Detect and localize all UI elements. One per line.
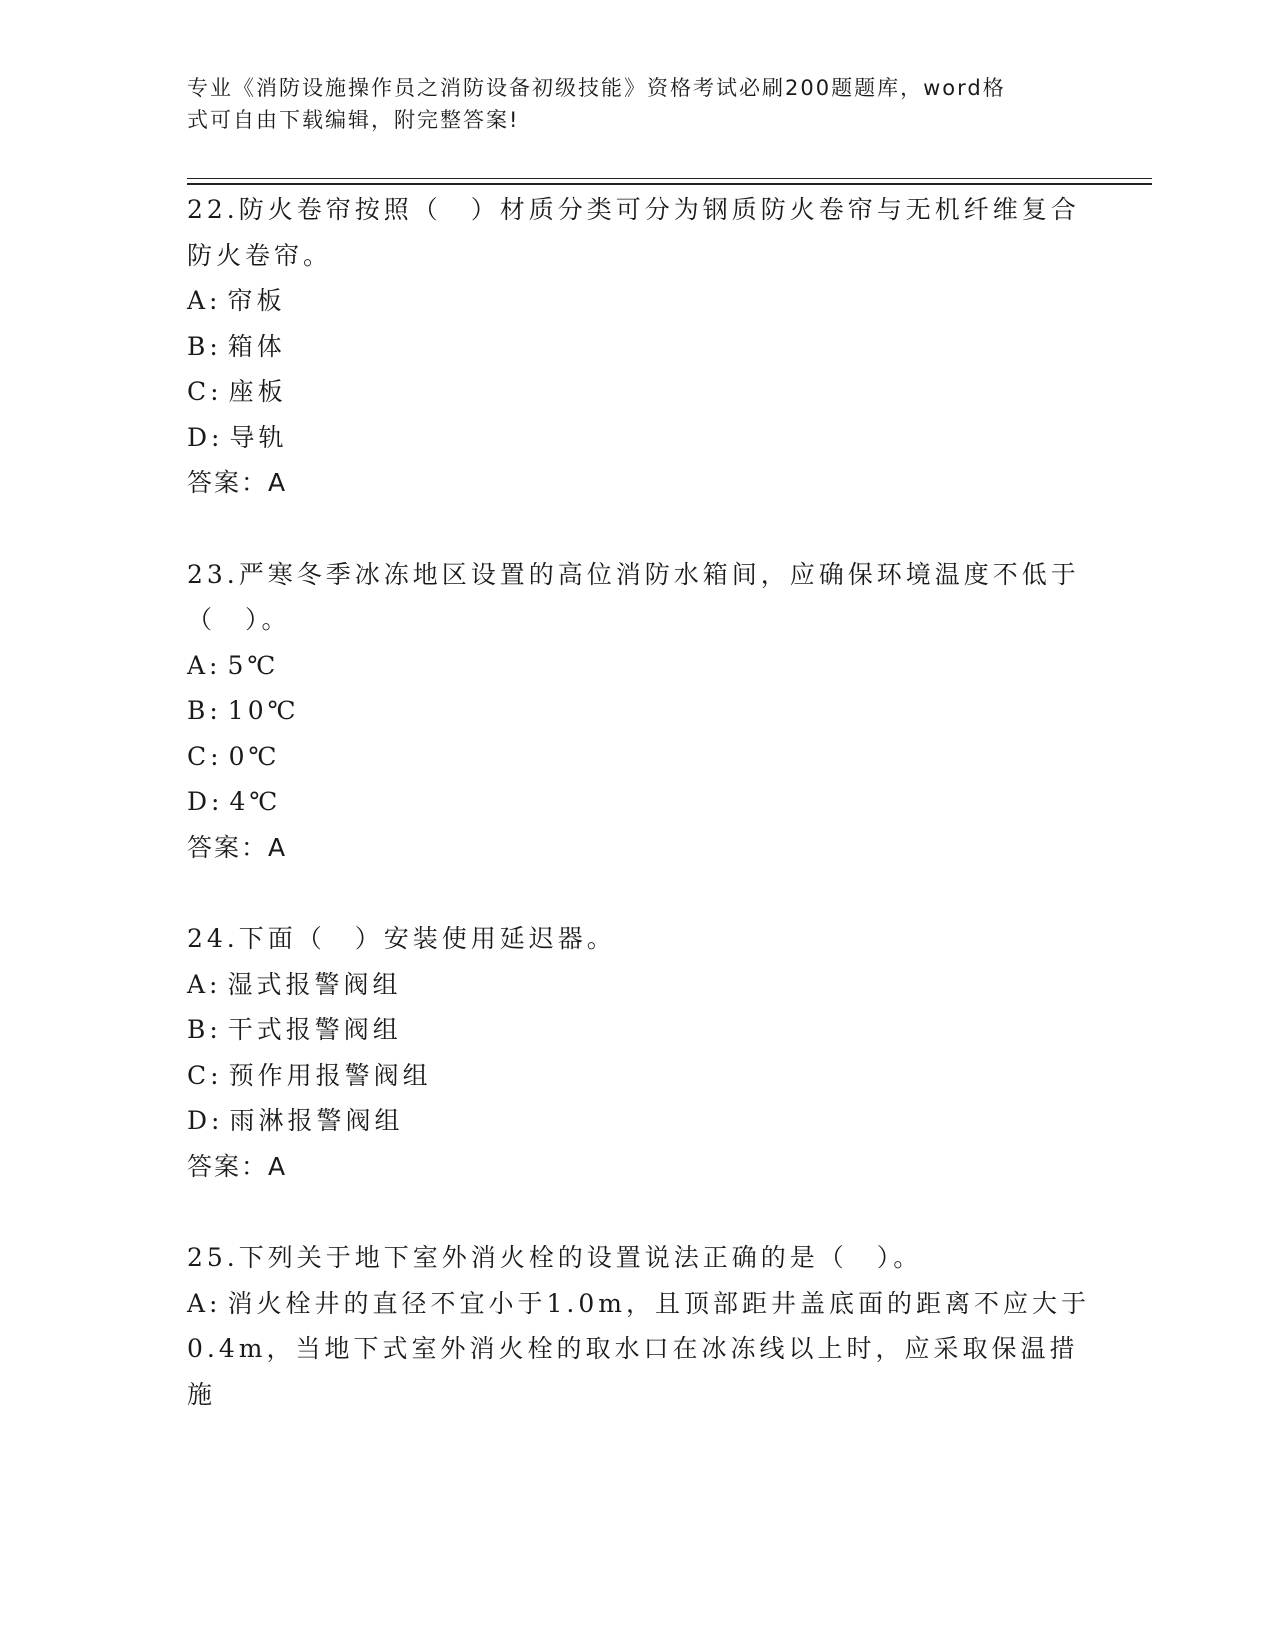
answer-line: 答案：A	[187, 468, 288, 497]
option-letter: C:	[187, 1060, 223, 1090]
option-text: 施	[187, 1379, 217, 1409]
header-line-1: 专业《消防设施操作员之消防设备初级技能》资格考试必刷200题题库，word格	[187, 76, 1006, 100]
question-24	[187, 916, 1087, 1189]
question-stem-continued: 防火卷帘。	[187, 240, 333, 270]
option-b	[187, 1007, 1087, 1053]
header-line-2: 式可自由下载编辑，附完整答案!	[187, 108, 520, 132]
question-stem-continued: （ ）。	[187, 605, 291, 634]
option-d	[187, 1098, 1087, 1144]
option-c	[187, 369, 1087, 415]
question-stem: 22.防火卷帘按照（ ）材质分类可分为钢质防火卷帘与无机纤维复合	[187, 195, 1080, 224]
option-letter: B:	[187, 696, 222, 725]
question-list	[187, 187, 1090, 1463]
question-stem: 23.严寒冬季冰冻地区设置的高位消防水箱间，应确保环境温度不低于	[187, 559, 1080, 589]
option-letter: C:	[187, 377, 223, 406]
option-letter: A:	[187, 1288, 222, 1318]
question-stem: 24.下面（ ）安装使用延迟器。	[187, 924, 616, 953]
option-text: 预作用报警阀组	[228, 1060, 432, 1090]
option-letter: A:	[187, 286, 222, 315]
option-text: 10℃	[227, 696, 300, 725]
option-d	[187, 415, 1087, 461]
option-a	[187, 278, 1087, 324]
option-letter: A:	[187, 969, 222, 999]
option-d	[187, 779, 1087, 825]
option-text: 0℃	[228, 741, 281, 771]
option-text: 帘板	[227, 286, 286, 315]
question-23	[187, 552, 1087, 871]
option-text: 5℃	[227, 650, 280, 680]
option-text: 导轨	[229, 422, 288, 452]
question-25	[187, 1235, 1090, 1417]
question-22	[187, 187, 1087, 506]
option-c	[187, 734, 1087, 780]
option-letter: D:	[187, 1106, 224, 1135]
option-text: 消火栓井的直径不宜小于1.0m，且顶部距井盖底面的距离不应大于	[227, 1288, 1090, 1318]
option-b	[187, 324, 1087, 370]
answer-line: 答案：A	[187, 1151, 288, 1181]
answer-line: 答案：A	[187, 832, 288, 862]
option-a-continued	[187, 1372, 1087, 1418]
option-text: 箱体	[227, 331, 286, 361]
header-divider-thin	[187, 178, 1152, 179]
option-c	[187, 1053, 1087, 1099]
option-text: 湿式报警阀组	[227, 969, 402, 999]
option-text: 干式报警阀组	[227, 1015, 402, 1044]
option-letter: B:	[187, 1015, 222, 1044]
header-divider-thick	[187, 183, 1152, 185]
option-a	[187, 1281, 1090, 1327]
option-letter: B:	[187, 331, 222, 361]
option-text: 0.4m，当地下式室外消火栓的取水口在冰冻线以上时，应采取保温措	[187, 1334, 1079, 1363]
option-b	[187, 688, 1087, 734]
option-letter: D:	[187, 787, 224, 816]
option-text: 座板	[228, 377, 287, 406]
option-a-continued	[187, 1326, 1087, 1372]
question-stem: 25.下列关于地下室外消火栓的设置说法正确的是（ ）。	[187, 1243, 923, 1272]
document-header	[187, 72, 1067, 136]
option-a	[187, 962, 1087, 1008]
option-letter: D:	[187, 422, 224, 452]
option-letter: C:	[187, 741, 223, 771]
option-text: 雨淋报警阀组	[229, 1106, 404, 1135]
option-a	[187, 643, 1087, 689]
option-text: 4℃	[229, 787, 282, 816]
option-letter: A:	[187, 650, 222, 680]
